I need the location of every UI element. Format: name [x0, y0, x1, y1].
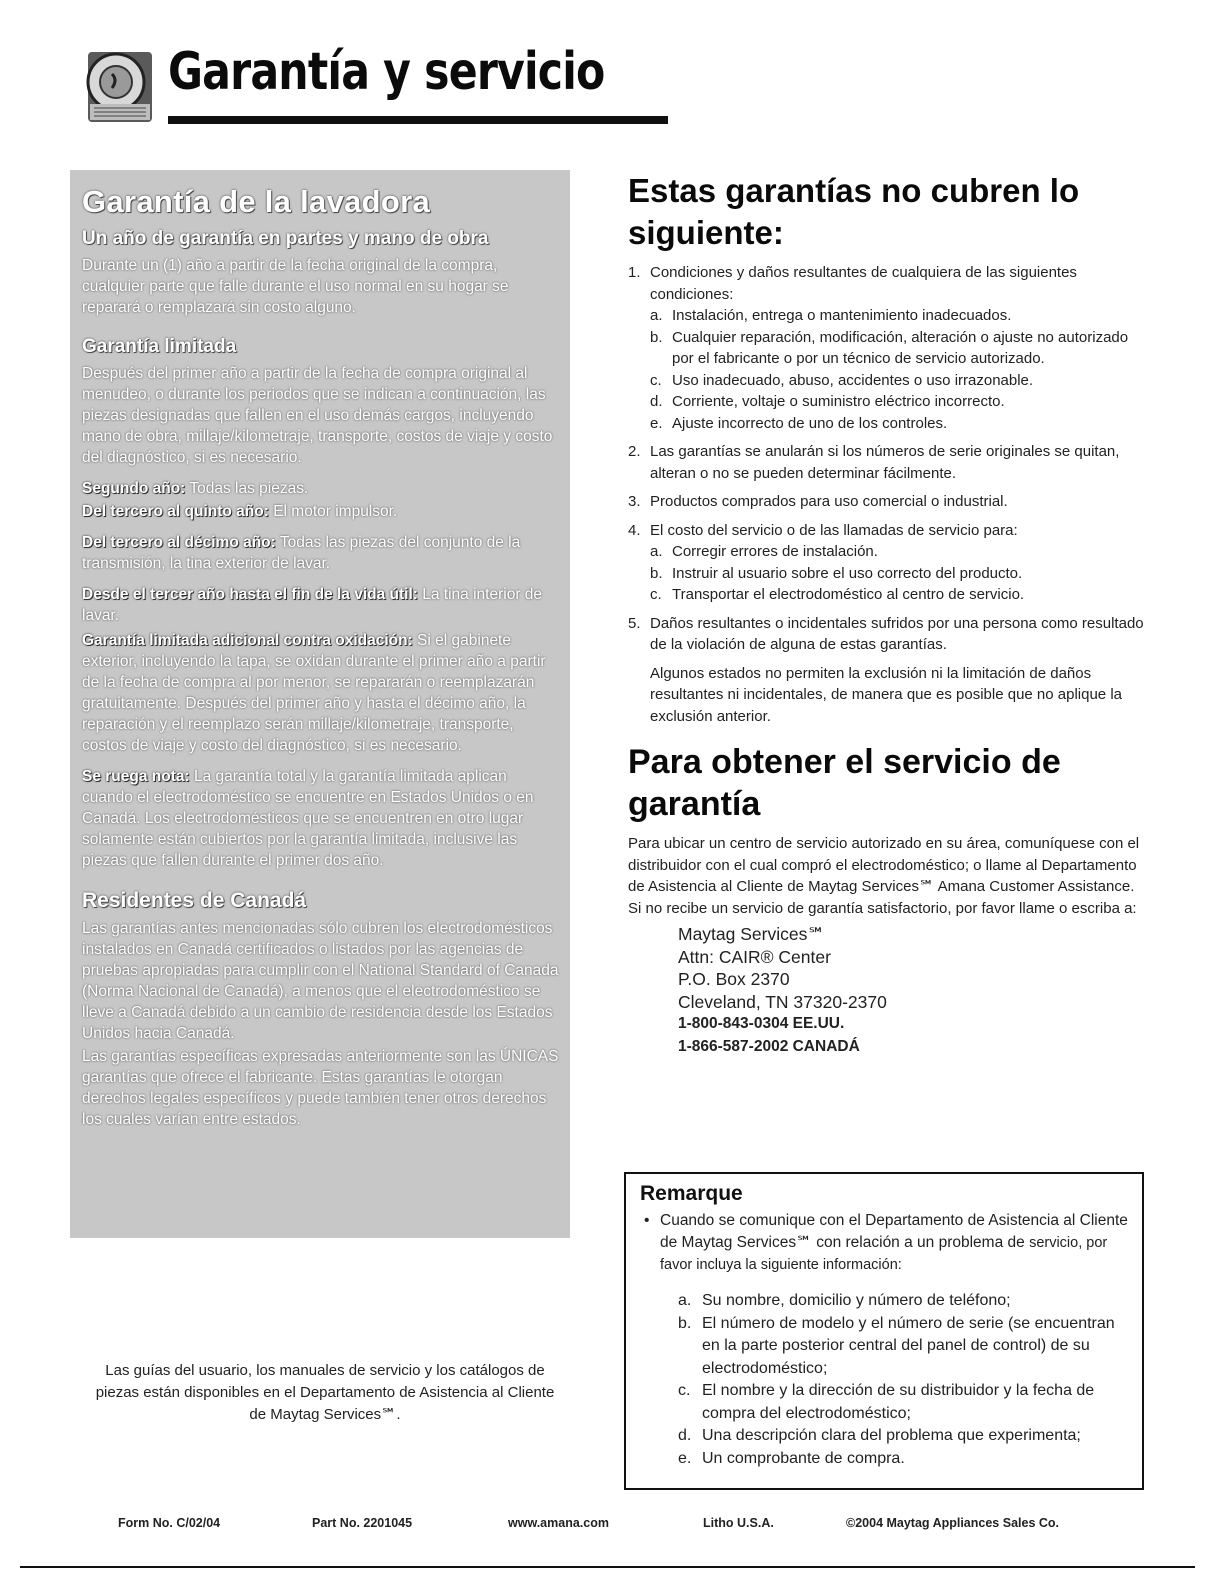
- list-item: [628, 441, 1148, 484]
- sub-letter: e.: [650, 414, 663, 432]
- item-number: 4.: [628, 521, 641, 539]
- remarque-title: Remarque: [640, 1182, 743, 1205]
- sub-item: [650, 563, 1148, 585]
- footer-rule: [20, 1566, 1195, 1568]
- item-text: Su nombre, domicilio y número de teléfono;: [702, 1292, 1011, 1309]
- third-to-fifth-terms: [82, 501, 560, 522]
- address-line: P.O. Box 2370: [678, 969, 790, 989]
- sub-text: Cualquier reparación, modificación, alteración o ajuste no autorizado por el fabricante o por un técnico de servicio autorizado.: [672, 328, 1129, 367]
- bullet-text-cont: servicio, por favor incluya la siguiente información:: [660, 1235, 1108, 1273]
- sub-text: Instalación, entrega o mantenimiento inadecuados.: [672, 307, 1012, 324]
- sub-letter: c.: [650, 586, 662, 603]
- page-footer: [0, 1516, 1213, 1536]
- phone-canada: 1-866-587-2002 CANADÁ: [678, 1037, 860, 1055]
- sub-item: [650, 370, 1148, 392]
- remarque-bullet: [640, 1210, 1128, 1276]
- list-item: [678, 1425, 1128, 1448]
- litho-text: Litho U.S.A.: [703, 1516, 774, 1530]
- copyright-text: ©2004 Maytag Appliances Sales Co.: [846, 1516, 1060, 1530]
- part-number: Part No. 2201045: [312, 1516, 413, 1530]
- list-item: [628, 613, 1148, 656]
- item-letter: d.: [678, 1427, 692, 1444]
- sub-text: Instruir al usuario sobre el uso correcto del producto.: [672, 564, 1023, 582]
- item-number: 5.: [628, 614, 641, 632]
- lifetime-text: La tina interior de lavar.: [82, 586, 543, 624]
- washer-warranty-panel: [70, 170, 570, 1238]
- service-heading: Para obtener el servicio de garantía: [628, 743, 1061, 823]
- item-text: El nombre y la dirección de su distribuidor y la fecha de compra del electrodoméstico;: [702, 1382, 1095, 1422]
- note-terms: [82, 766, 560, 871]
- address-line: Attn: CAIR® Center: [678, 946, 831, 967]
- list-item: [678, 1313, 1128, 1381]
- sub-item: [650, 305, 1148, 327]
- form-number: Form No. C/02/04: [118, 1516, 221, 1530]
- third-to-fifth-label: Del tercero al quinto año:: [82, 503, 269, 520]
- item-text: El número de modelo y el número de serie (se encuentran en la parte posterior central del panel de control) de su electrodoméstico;: [702, 1314, 1115, 1377]
- address-line: Cleveland, TN 37320-2370: [678, 991, 887, 1012]
- manuals-note: Las guías del usuario, los manuales de servicio y los catálogos de piezas están disponibles en el Departamento de Asistencia al Cliente de Maytag Services℠.: [95, 1362, 555, 1423]
- remarque-list: [640, 1290, 1128, 1470]
- sub-text: Transportar el electrodoméstico al centro de servicio.: [672, 586, 1025, 603]
- third-to-tenth-text: Todas las piezas del conjunto de la transmisión, la tina exterior de lavar.: [82, 534, 521, 572]
- sub-letter: d.: [650, 393, 663, 410]
- sub-letter: b.: [650, 564, 663, 582]
- item-text: Un comprobante de compra.: [702, 1449, 905, 1467]
- list-item: [678, 1380, 1128, 1425]
- bullet-text: Cuando se comunique con el Departamento de Asistencia al Cliente de Maytag Services℠ con relación a un problema de: [660, 1212, 1128, 1251]
- list-item: [678, 1290, 1128, 1313]
- item-letter: a.: [678, 1292, 692, 1309]
- service-text: Para ubicar un centro de servicio autorizado en su área, comuníquese con el distribuidor con el cual compró el electrodoméstico; o llame al Departamento de Asistencia al Cliente de Maytag Services℠ Amana Customer Assistance. Si no recibe un servicio de garantía satisfactorio, por favor llame o escriba a:: [628, 835, 1140, 917]
- sub-item: [650, 391, 1148, 413]
- exclusive-warranty-text: Las garantías específicas expresadas anteriormente son las ÚNICAS garantías que ofrece el fabricante. Estas garantías le otorgan derechos legales específicos y puede también tener otros derechos los cuales varían entre estados.: [82, 1048, 559, 1128]
- sub-letter: b.: [650, 328, 663, 346]
- third-to-tenth-label: Del tercero al décimo año:: [82, 534, 276, 551]
- sub-item: [650, 413, 1148, 435]
- item-text: Condiciones y daños resultantes de cualquiera de las siguientes condiciones:: [650, 264, 1077, 303]
- note-label: Se ruega nota:: [82, 768, 190, 785]
- page-header: [82, 36, 605, 136]
- sub-letter: a.: [650, 543, 663, 560]
- third-to-tenth-terms: [82, 532, 560, 574]
- exclusions-heading: Estas garantías no cubren lo siguiente:: [628, 172, 1080, 251]
- item-letter: c.: [678, 1382, 691, 1399]
- second-year-label: Segundo año:: [82, 480, 186, 497]
- title-rule: [168, 116, 668, 124]
- limited-warranty-text: Después del primer año a partir de la fecha de compra original al menudeo, o durante los periodos que se indican a continuación, las piezas designadas que fallen en el uso demás cargos, incluyendo mano de obra, millaje/kilometraje, transporte, costos de viaje y costo del diagnóstico, si es necesario.: [82, 365, 553, 466]
- lifetime-terms: [82, 584, 560, 626]
- limited-warranty-heading: Garantía limitada: [82, 336, 237, 357]
- rust-terms: [82, 630, 560, 756]
- sub-text: Corriente, voltaje o suministro eléctrico incorrecto.: [672, 393, 1005, 410]
- item-number: 3.: [628, 493, 641, 510]
- sub-text: Ajuste incorrecto de uno de los controles.: [672, 414, 948, 432]
- sub-text: Corregir errores de instalación.: [672, 543, 878, 560]
- item-text: Productos comprados para uso comercial o industrial.: [650, 493, 1008, 510]
- sub-item: [650, 541, 1148, 563]
- list-item: [628, 262, 1148, 434]
- page-title: Garantía y servicio: [168, 42, 605, 102]
- third-to-fifth-text: El motor impulsor.: [268, 503, 398, 520]
- phone-us: 1-800-843-0304 EE.UU.: [678, 1015, 845, 1032]
- canada-heading: Residentes de Canadá: [82, 889, 307, 912]
- list-item: [628, 520, 1148, 606]
- service-address: [628, 923, 1148, 1058]
- remarque-box: [624, 1172, 1144, 1490]
- note-text: La garantía total y la garantía limitada aplican cuando el electrodoméstico se encuentre en Estados Unidos o en Canadá. Los electrodomésticos que se encuentren en otro lugar solamente están cubiertos por la garantía limitada, inclusive las piezas que fallen durante el primer dos año.: [82, 768, 534, 869]
- address-line: Maytag Services℠: [678, 924, 826, 944]
- full-warranty-heading: Un año de garantía en partes y mano de obra: [82, 228, 489, 249]
- right-column: [628, 170, 1148, 1058]
- full-warranty-text: Durante un (1) año a partir de la fecha original de la compra, cualquier parte que falle durante el uso normal en su hogar se reparará o remplazará sin costo alguno.: [82, 257, 509, 316]
- second-year-terms: [82, 478, 560, 499]
- item-text: Daños resultantes o incidentales sufridos por una persona como resultado de la violación de alguna de estas garantías.: [650, 614, 1144, 653]
- rust-text: Si el gabinete exterior, incluyendo la tapa, se oxidan durante el primer año a partir de la fecha de compra al por menor, se repararán o reemplazarán gratuitamente. Después del primer año y hasta el décimo año, la reparación y el reemplazo serán millaje/kilometraje, transporte, costos de viaje y costo del diagnóstico, si es necesario.: [82, 632, 546, 754]
- canada-text: Las garantías antes mencionadas sólo cubren los electrodomésticos instalados en Canadá certificados o listados por las agencias de pruebas apropiadas para cumplir con el National Standard of Canada (Norma Nacional de Canadá), a menos que el electrodoméstico se lleve a Canadá debido a un cambio de residencia desde los Estados Unidos hacia Canadá.: [82, 920, 559, 1042]
- sub-text: Uso inadecuado, abuso, accidentes o uso irrazonable.: [672, 371, 1034, 389]
- item-number: 2.: [628, 443, 641, 460]
- item-letter: b.: [678, 1314, 692, 1332]
- bullet-icon: •: [644, 1212, 650, 1229]
- item-letter: e.: [678, 1449, 692, 1467]
- state-exclusion-text: Algunos estados no permiten la exclusión ni la limitación de daños resultantes ni incidentales, de manera que es posible que no aplique la exclusión anterior.: [650, 664, 1122, 725]
- item-text: Una descripción clara del problema que experimenta;: [702, 1427, 1081, 1444]
- warranty-heading: Garantía de la lavadora: [82, 184, 431, 219]
- item-text: Las garantías se anularán si los números de serie originales se quitan, alteran o no se pueden determinar fácilmente.: [650, 443, 1120, 482]
- list-item: [628, 491, 1148, 513]
- phone-globe-icon: [82, 48, 156, 126]
- sub-letter: a.: [650, 307, 663, 324]
- sub-item: [650, 584, 1148, 606]
- exclusions-list: [628, 262, 1148, 656]
- second-year-text: Todas las piezas.: [185, 480, 309, 497]
- rust-label: Garantía limitada adicional contra oxidación:: [82, 632, 413, 649]
- item-text: El costo del servicio o de las llamadas de servicio para:: [650, 521, 1018, 539]
- sub-item: [650, 327, 1148, 370]
- lifetime-label: Desde el tercer año hasta el fin de la vida útil:: [82, 586, 418, 603]
- sub-letter: c.: [650, 371, 662, 389]
- item-number: 1.: [628, 264, 641, 281]
- website-link[interactable]: www.amana.com: [508, 1516, 609, 1530]
- list-item: [678, 1448, 1128, 1471]
